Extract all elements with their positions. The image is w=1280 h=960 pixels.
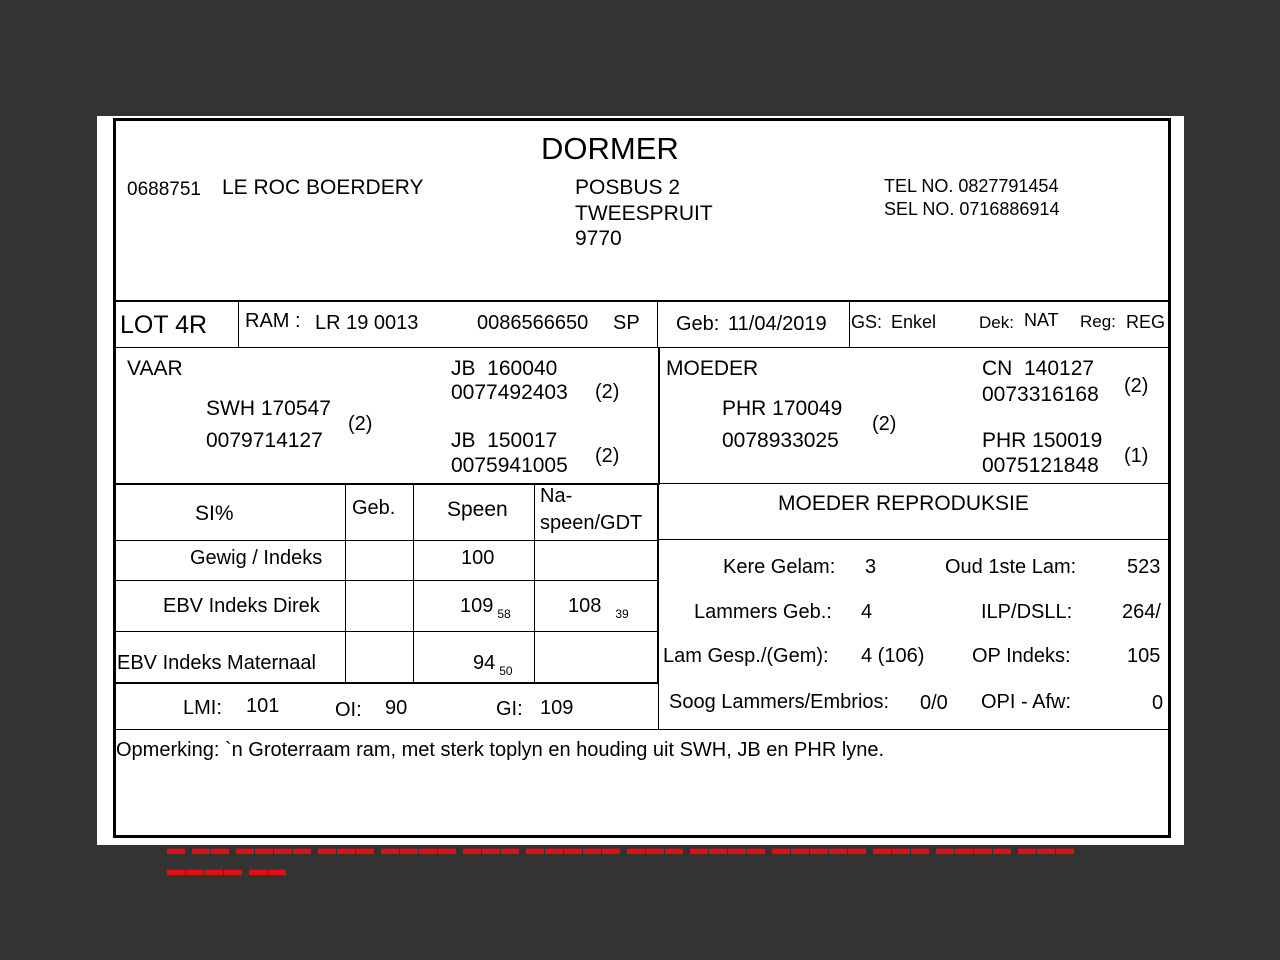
sire-sire-count: (2)	[595, 381, 620, 403]
reproduction-title: MOEDER REPRODUKSIE	[778, 492, 1029, 515]
dam-sire-number: 0073316168	[982, 383, 1099, 406]
ilp-value: 264/	[1122, 601, 1161, 623]
oi-value: 90	[385, 697, 408, 719]
oi-label: OI:	[335, 699, 362, 721]
header-geb: Geb.	[352, 497, 396, 519]
row-speen-direk	[460, 596, 511, 620]
divider	[116, 580, 658, 581]
dam-sire-count: (2)	[1124, 375, 1149, 397]
owner-sel: SEL NO. 0716886914	[884, 199, 1060, 219]
divider	[238, 301, 239, 347]
gesp-value: 4 (106)	[861, 645, 925, 667]
lot-card-page	[97, 116, 1184, 879]
owner-number: 0688751	[127, 179, 201, 200]
divider	[413, 485, 414, 682]
sire-label: VAAR	[127, 357, 183, 380]
sire-sire-id: JB 160040	[451, 357, 558, 380]
geb-label: Geb:	[676, 313, 720, 335]
lammers-label: Lammers Geb.:	[694, 601, 832, 623]
row-speen-maternaal	[473, 653, 513, 677]
row-naspeen-direk	[568, 596, 629, 620]
owner-address-line-2: TWEESPRUIT	[575, 202, 713, 225]
lot-number: LOT 4R	[120, 311, 208, 339]
row-naspeen-direk-value: 108	[568, 595, 602, 617]
header-si: SI%	[195, 502, 234, 525]
row-naspeen-direk-accuracy: 39	[615, 607, 629, 621]
owner-name: LE ROC BOERDERY	[222, 176, 424, 199]
header-naspeen-line-1: Na-	[540, 485, 573, 507]
divider	[116, 631, 658, 632]
opi-value: 0	[1152, 692, 1164, 714]
kere-value: 3	[865, 556, 877, 578]
gi-label: GI:	[496, 698, 523, 720]
sire-dam-id: JB 150017	[451, 429, 558, 452]
geb-date: 11/04/2019	[728, 313, 827, 335]
row-speen-gewig: 100	[461, 547, 495, 569]
gs-label: GS:	[851, 312, 883, 332]
dam-count: (2)	[872, 413, 897, 435]
dam-sire-id: CN 140127	[982, 357, 1095, 380]
ram-label: RAM :	[245, 310, 301, 332]
dam-id: PHR 170049	[722, 397, 843, 420]
oud-label: Oud 1ste Lam:	[945, 556, 1077, 578]
dam-number: 0078933025	[722, 429, 839, 452]
divider	[657, 301, 658, 347]
divider	[345, 485, 346, 682]
owner-address-line-3: 9770	[575, 227, 622, 250]
divider	[849, 301, 850, 347]
divider	[116, 347, 1168, 348]
oud-value: 523	[1127, 556, 1161, 578]
divider	[534, 485, 535, 682]
owner-tel: TEL NO. 0827791454	[884, 176, 1059, 196]
sire-id: SWH 170547	[206, 397, 331, 420]
divider	[658, 683, 659, 729]
lammers-value: 4	[861, 601, 873, 623]
row-label-gewig: Gewig / Indeks	[190, 547, 323, 569]
lot-card	[113, 118, 1171, 838]
row-speen-direk-accuracy: 58	[497, 607, 511, 621]
row-speen-maternaal-accuracy: 50	[499, 664, 513, 678]
dam-label: MOEDER	[666, 357, 759, 380]
kere-label: Kere Gelam:	[723, 556, 836, 578]
divider	[658, 539, 1168, 540]
sire-count: (2)	[348, 413, 373, 435]
ram-number: 0086566650	[477, 312, 589, 334]
breed-title: DORMER	[541, 131, 679, 166]
ilp-label: ILP/DSLL:	[981, 601, 1073, 623]
reg-value: REG	[1126, 312, 1166, 332]
gi-value: 109	[540, 697, 574, 719]
ram-id: LR 19 0013	[315, 312, 419, 334]
divider	[116, 682, 658, 684]
divider	[116, 300, 1168, 302]
sire-sire-number: 0077492403	[451, 381, 568, 404]
gesp-label: Lam Gesp./(Gem):	[663, 645, 829, 667]
sire-number: 0079714127	[206, 429, 323, 452]
header-naspeen-line-2: speen/GDT	[540, 512, 643, 534]
sire-dam-number: 0075941005	[451, 454, 568, 477]
divider	[116, 483, 658, 485]
op-label: OP Indeks:	[972, 645, 1071, 667]
row-label-direk: EBV Indeks Direk	[163, 595, 320, 617]
row-speen-direk-value: 109	[460, 595, 494, 617]
lmi-value: 101	[246, 695, 280, 717]
cut-off-red-text-glyphs: ▬ ▬▬ ▬▬▬▬ ▬▬▬ ▬▬▬▬ ▬▬▬ ▬▬▬▬▬ ▬▬▬ ▬▬▬▬ ▬▬▬▬▬ ▬▬▬ ▬▬▬▬ ▬▬▬ ▬▬▬▬ ▬▬	[167, 838, 1076, 879]
opi-label: OPI - Afw:	[981, 691, 1072, 713]
sire-dam-count: (2)	[595, 445, 620, 467]
dek-label: Dek:	[979, 313, 1014, 332]
divider	[116, 540, 658, 541]
ram-code: SP	[613, 312, 640, 334]
row-label-maternaal: EBV Indeks Maternaal	[117, 652, 316, 674]
op-value: 105	[1127, 645, 1161, 667]
dam-dam-id: PHR 150019	[982, 429, 1103, 452]
owner-address-line-1: POSBUS 2	[575, 176, 681, 199]
lmi-label: LMI:	[183, 697, 222, 719]
divider	[116, 729, 1168, 730]
row-speen-maternaal-value: 94	[473, 652, 496, 674]
gs-value: Enkel	[891, 312, 937, 332]
dek-value: NAT	[1024, 310, 1059, 330]
cut-off-red-text	[167, 838, 1127, 879]
reg-label: Reg:	[1080, 312, 1116, 331]
header-speen: Speen	[447, 498, 508, 521]
dam-dam-count: (1)	[1124, 445, 1149, 467]
remark-text: Opmerking: `n Groterraam ram, met sterk toplyn en houding uit SWH, JB en PHR lyne.	[116, 739, 885, 761]
soog-label: Soog Lammers/Embrios:	[669, 691, 890, 713]
dam-dam-number: 0075121848	[982, 454, 1099, 477]
divider	[658, 348, 660, 485]
soog-value: 0/0	[920, 692, 948, 714]
divider	[657, 484, 659, 683]
